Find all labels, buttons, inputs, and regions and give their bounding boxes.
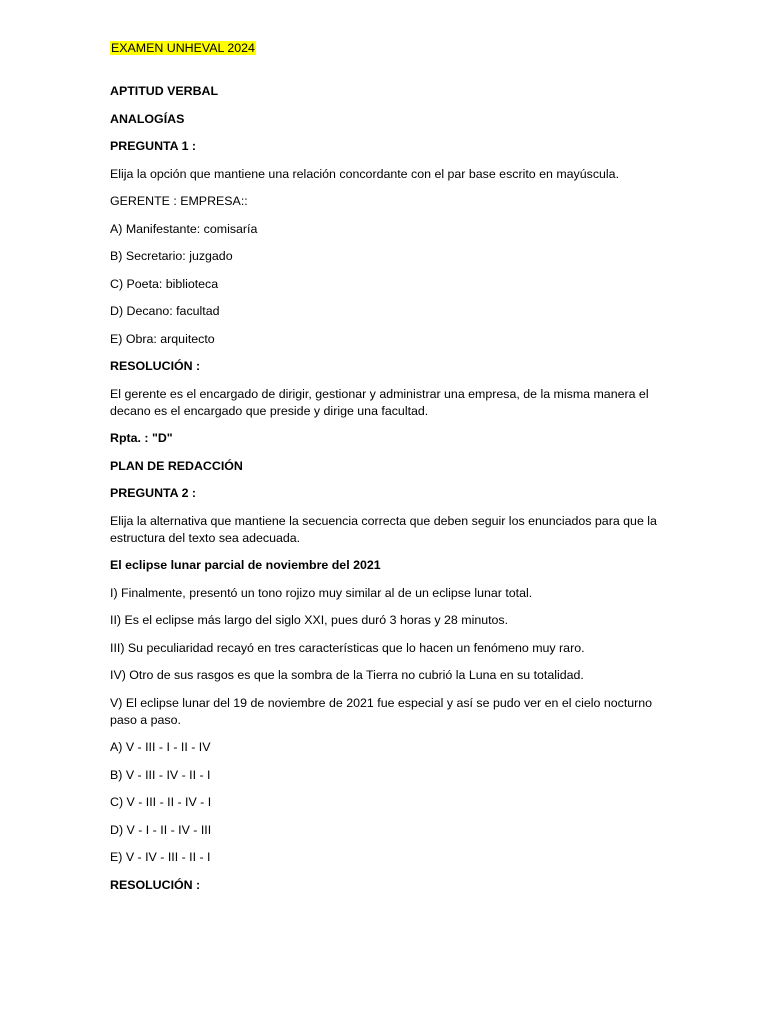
- q2-option-d: D) V - I - II - IV - III: [110, 822, 212, 837]
- q1-option-b: B) Secretario: juzgado: [110, 249, 233, 263]
- q1-option-e: E) Obra: arquitecto: [110, 331, 215, 346]
- section-heading: APTITUD VERBAL: [110, 84, 219, 98]
- q1-label: PREGUNTA 1 :: [110, 139, 197, 153]
- q1-option-a: A) Manifestante: comisaría: [110, 221, 258, 236]
- q2-instruction: Elija la alternativa que mantiene la secuencia correcta que deben seguir los enunciados para que la estructura del texto sea adecuada.: [110, 513, 657, 545]
- q1-option-d: D) Decano: facultad: [110, 304, 220, 318]
- document-page: [110, 40, 658, 904]
- q1-answer: Rpta. : "D": [110, 431, 173, 445]
- q2-option-b: B) V - III - IV - II - I: [110, 767, 211, 782]
- exam-title-highlight: EXAMEN UNHEVAL 2024: [111, 41, 255, 55]
- q1-resolution-text: El gerente es el encargado de dirigir, gestionar y administrar una empresa, de la misma manera el decano es el encargado que preside y dirige una facultad.: [110, 386, 649, 418]
- q1-base-pair: GERENTE : EMPRESA::: [110, 194, 248, 208]
- q1-resolution-label: RESOLUCIÓN :: [110, 359, 201, 373]
- q2-topic: PLAN DE REDACCIÓN: [110, 458, 243, 473]
- q1-instruction: Elija la opción que mantiene una relación concordante con el par base escrito en mayúscula.: [110, 166, 620, 181]
- q2-option-a: A) V - III - I - II - IV: [110, 740, 211, 754]
- q2-option-e: E) V - IV - III - II - I: [110, 850, 211, 864]
- q2-resolution-label: RESOLUCIÓN :: [110, 877, 201, 892]
- q2-statement-4: IV) Otro de sus rasgos es que la sombra de la Tierra no cubrió la Luna en su totalidad.: [110, 668, 584, 682]
- q1-topic: ANALOGÍAS: [110, 111, 185, 126]
- q2-statement-1: I) Finalmente, presentó un tono rojizo muy similar al de un eclipse lunar total.: [110, 585, 533, 600]
- q2-statement-2: II) Es el eclipse más largo del siglo XXI, pues duró 3 horas y 28 minutos.: [110, 613, 509, 627]
- exam-title: [110, 40, 658, 57]
- q2-statement-5: V) El eclipse lunar del 19 de noviembre de 2021 fue especial y así se pudo ver en el cielo nocturno paso a paso.: [110, 695, 653, 727]
- q2-text-title: El eclipse lunar parcial de noviembre del 2021: [110, 558, 381, 572]
- q2-label: PREGUNTA 2 :: [110, 486, 197, 500]
- q2-statement-3: III) Su peculiaridad recayó en tres características que lo hacen un fenómeno muy raro.: [110, 640, 585, 655]
- q1-option-c: C) Poeta: biblioteca: [110, 276, 219, 291]
- q2-option-c: C) V - III - II - IV - I: [110, 795, 212, 809]
